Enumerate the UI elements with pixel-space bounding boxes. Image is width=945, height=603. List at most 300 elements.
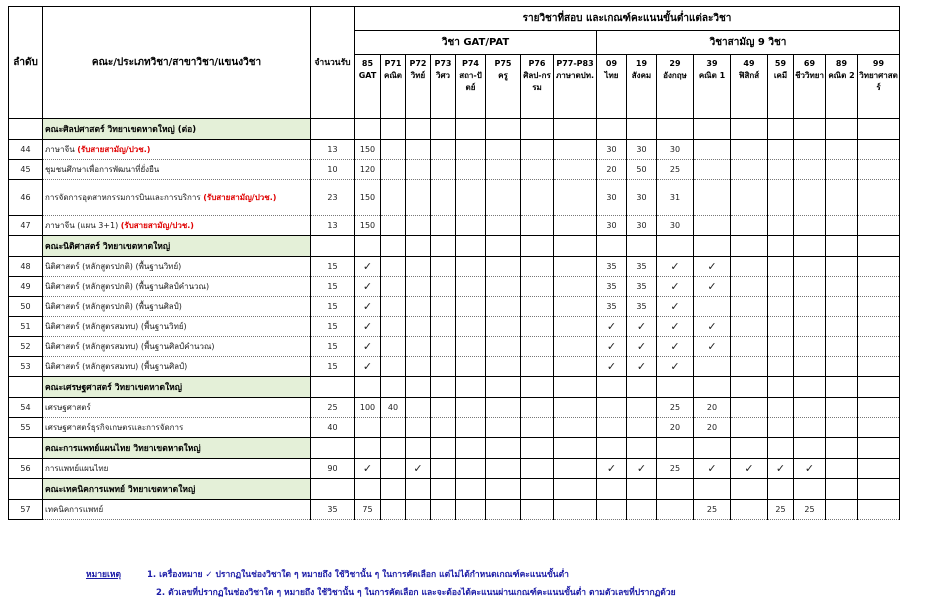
note-1: 1. เครื่องหมาย ✓ ปรากฏในช่องวิชาใด ๆ หมายถึง ใช้วิชานั้น ๆ ในการคัดเลือก แต่ไม่ได้กำหนดเกณฑ์คะแนนขั้นต่ำ <box>147 570 569 580</box>
empty-score-cell <box>694 357 731 377</box>
empty-score-cell <box>858 297 900 317</box>
subject-name: คณิต 2 <box>828 71 855 80</box>
subject-header-p72 <box>406 55 431 119</box>
empty-score-cell <box>657 500 694 520</box>
empty-score-cell <box>858 418 900 438</box>
program-no: 47 <box>9 216 43 236</box>
empty-cell <box>694 236 731 257</box>
empty-score-cell <box>431 317 456 337</box>
empty-score-cell <box>794 216 826 236</box>
empty-score-cell <box>858 357 900 377</box>
empty-cell <box>768 119 794 140</box>
empty-cell <box>521 119 554 140</box>
empty-score-cell <box>826 257 858 277</box>
empty-score-cell <box>381 140 406 160</box>
header-gatpat: วิชา GAT/PAT <box>355 31 597 55</box>
empty-score-cell <box>431 398 456 418</box>
section-row <box>9 119 900 140</box>
empty-score-cell <box>521 357 554 377</box>
empty-score-cell <box>858 180 900 216</box>
empty-score-cell <box>406 297 431 317</box>
empty-score-cell <box>597 500 627 520</box>
empty-cell <box>456 438 486 459</box>
subject-code: 39 <box>706 59 718 68</box>
min-score-cell: 150 <box>355 180 381 216</box>
empty-score-cell <box>768 337 794 357</box>
empty-score-cell <box>794 398 826 418</box>
subject-header-p74 <box>456 55 486 119</box>
program-name: เทคนิคการแพทย์ <box>43 500 311 520</box>
empty-cell <box>554 119 597 140</box>
empty-cell <box>406 119 431 140</box>
program-quota: 15 <box>311 277 355 297</box>
empty-score-cell <box>826 160 858 180</box>
check-mark-icon: ✓ <box>355 337 381 357</box>
subject-code: 59 <box>774 59 787 68</box>
empty-cell <box>406 236 431 257</box>
empty-cell <box>456 479 486 500</box>
empty-cell <box>694 377 731 398</box>
empty-score-cell <box>731 297 768 317</box>
subject-name: คณิต 1 <box>698 71 726 80</box>
min-score-cell: 40 <box>381 398 406 418</box>
program-quota: 40 <box>311 418 355 438</box>
section-row <box>9 377 900 398</box>
empty-score-cell <box>768 257 794 277</box>
empty-score-cell <box>826 216 858 236</box>
empty-score-cell <box>731 398 768 418</box>
empty-score-cell <box>731 418 768 438</box>
empty-score-cell <box>554 418 597 438</box>
check-mark-icon: ✓ <box>657 297 694 317</box>
empty-score-cell <box>694 180 731 216</box>
subject-header-89 <box>826 55 858 119</box>
empty-score-cell <box>406 337 431 357</box>
min-score-cell: 30 <box>627 140 657 160</box>
min-score-cell: 25 <box>768 500 794 520</box>
empty-score-cell <box>431 180 456 216</box>
empty-cell <box>657 438 694 459</box>
empty-cell <box>355 236 381 257</box>
program-name: การจัดการอุตสาหกรรมการบินและการบริการ (รับสายสามัญ/ปวช.) <box>43 180 311 216</box>
check-mark-icon: ✓ <box>597 337 627 357</box>
empty-score-cell <box>554 297 597 317</box>
empty-score-cell <box>627 398 657 418</box>
empty-cell <box>355 479 381 500</box>
empty-score-cell <box>486 160 521 180</box>
empty-cell <box>826 479 858 500</box>
empty-score-cell <box>858 160 900 180</box>
empty-cell <box>456 119 486 140</box>
empty-score-cell <box>431 357 456 377</box>
empty-score-cell <box>456 398 486 418</box>
subject-name: สถา-ปัตย์ <box>459 71 482 92</box>
min-score-cell: 20 <box>694 398 731 418</box>
subject-header-69 <box>794 55 826 119</box>
min-score-cell: 120 <box>355 160 381 180</box>
empty-cell <box>311 377 355 398</box>
empty-cell <box>554 479 597 500</box>
program-no: 54 <box>9 398 43 418</box>
empty-score-cell <box>768 297 794 317</box>
empty-cell <box>431 479 456 500</box>
subject-header-99 <box>858 55 900 119</box>
empty-score-cell <box>381 357 406 377</box>
check-mark-icon: ✓ <box>627 337 657 357</box>
subject-header-p73 <box>431 55 456 119</box>
empty-score-cell <box>486 459 521 479</box>
section-title: คณะเศรษฐศาสตร์ วิทยาเขตหาดใหญ่ <box>43 377 311 398</box>
program-name: นิติศาสตร์ (หลักสูตรปกติ) (พื้นฐานวิทย์) <box>43 257 311 277</box>
program-row <box>9 277 900 297</box>
empty-score-cell <box>554 277 597 297</box>
empty-score-cell <box>456 180 486 216</box>
empty-score-cell <box>456 317 486 337</box>
min-score-cell: 20 <box>657 418 694 438</box>
program-row <box>9 418 900 438</box>
subject-code: 09 <box>605 59 618 68</box>
program-row <box>9 180 900 216</box>
check-mark-icon: ✓ <box>355 317 381 337</box>
empty-score-cell <box>521 398 554 418</box>
empty-cell <box>311 236 355 257</box>
empty-score-cell <box>486 500 521 520</box>
empty-score-cell <box>456 418 486 438</box>
empty-cell <box>406 438 431 459</box>
program-no: 48 <box>9 257 43 277</box>
program-no: 56 <box>9 459 43 479</box>
empty-cell <box>486 236 521 257</box>
subject-code: 69 <box>803 59 816 68</box>
program-quota: 13 <box>311 140 355 160</box>
empty-cell <box>381 479 406 500</box>
empty-cell <box>826 377 858 398</box>
section-title: คณะเทคนิคการแพทย์ วิทยาเขตหาดใหญ่ <box>43 479 311 500</box>
check-mark-icon: ✓ <box>627 459 657 479</box>
note-2: 2. ตัวเลขที่ปรากฏในช่องวิชาใด ๆ หมายถึง ใช้วิชานั้น ๆ ในการคัดเลือก และจะต้องได้คะแนนผ่านเกณฑ์คะแนนขั้นต่ำ ตามตัวเลขที่ปรากฏด้วย <box>156 588 676 598</box>
program-quota: 90 <box>311 459 355 479</box>
empty-score-cell <box>731 216 768 236</box>
header-faculty: คณะ/ประเภทวิชา/สาขาวิชา/แขนงวิชา <box>43 7 311 119</box>
program-no: 49 <box>9 277 43 297</box>
program-name: นิติศาสตร์ (หลักสูตรสมทบ) (พื้นฐานศิลป์) <box>43 357 311 377</box>
empty-cell <box>731 119 768 140</box>
program-name: นิติศาสตร์ (หลักสูตรสมทบ) (พื้นฐานศิลป์คำนวณ) <box>43 337 311 357</box>
empty-score-cell <box>768 160 794 180</box>
program-row <box>9 216 900 236</box>
empty-cell <box>694 438 731 459</box>
empty-cell <box>381 236 406 257</box>
section-no-cell <box>9 377 43 398</box>
empty-score-cell <box>597 418 627 438</box>
min-score-cell: 25 <box>794 500 826 520</box>
empty-cell <box>355 377 381 398</box>
program-name: นิติศาสตร์ (หลักสูตรปกติ) (พื้นฐานศิลป์คำนวณ) <box>43 277 311 297</box>
check-mark-icon: ✓ <box>627 357 657 377</box>
check-mark-icon: ✓ <box>768 459 794 479</box>
empty-score-cell <box>486 317 521 337</box>
section-row <box>9 438 900 459</box>
program-name: นิติศาสตร์ (หลักสูตรปกติ) (พื้นฐานศิลป์) <box>43 297 311 317</box>
program-row <box>9 257 900 277</box>
empty-score-cell <box>406 140 431 160</box>
program-quota: 15 <box>311 357 355 377</box>
empty-score-cell <box>794 180 826 216</box>
empty-score-cell <box>768 317 794 337</box>
empty-cell <box>311 438 355 459</box>
header-criteria: รายวิชาที่สอบ และเกณฑ์คะแนนขั้นต่ำแต่ละวิชา <box>355 7 900 31</box>
empty-score-cell <box>431 459 456 479</box>
empty-cell <box>627 119 657 140</box>
empty-score-cell <box>456 216 486 236</box>
empty-cell <box>627 236 657 257</box>
min-score-cell: 30 <box>597 180 627 216</box>
empty-score-cell <box>486 418 521 438</box>
empty-cell <box>554 236 597 257</box>
check-mark-icon: ✓ <box>731 459 768 479</box>
program-tag: (รับสายสามัญ/ปวช.) <box>203 193 277 202</box>
empty-score-cell <box>627 500 657 520</box>
program-tag: (รับสายสามัญ/ปวช.) <box>77 145 151 154</box>
subject-name: ไทย <box>604 71 619 80</box>
empty-score-cell <box>731 337 768 357</box>
check-mark-icon: ✓ <box>657 317 694 337</box>
program-quota: 15 <box>311 257 355 277</box>
empty-cell <box>406 479 431 500</box>
min-score-cell: 35 <box>627 277 657 297</box>
empty-score-cell <box>858 337 900 357</box>
program-row <box>9 140 900 160</box>
section-no-cell <box>9 479 43 500</box>
empty-score-cell <box>406 317 431 337</box>
empty-score-cell <box>431 140 456 160</box>
program-name: ภาษาจีน (แผน 3+1) (รับสายสามัญ/ปวช.) <box>43 216 311 236</box>
empty-score-cell <box>826 180 858 216</box>
empty-score-cell <box>456 140 486 160</box>
subject-header-p77-p83 <box>554 55 597 119</box>
check-mark-icon: ✓ <box>597 357 627 377</box>
empty-cell <box>794 479 826 500</box>
empty-cell <box>554 438 597 459</box>
empty-score-cell <box>406 216 431 236</box>
program-no: 44 <box>9 140 43 160</box>
empty-score-cell <box>431 277 456 297</box>
empty-cell <box>768 438 794 459</box>
empty-score-cell <box>381 459 406 479</box>
empty-cell <box>794 377 826 398</box>
empty-score-cell <box>381 297 406 317</box>
empty-score-cell <box>406 500 431 520</box>
criteria-table <box>8 6 900 520</box>
empty-cell <box>431 119 456 140</box>
empty-score-cell <box>431 337 456 357</box>
section-row <box>9 236 900 257</box>
empty-score-cell <box>858 277 900 297</box>
empty-score-cell <box>826 398 858 418</box>
section-no-cell <box>9 119 43 140</box>
empty-cell <box>657 236 694 257</box>
empty-score-cell <box>826 357 858 377</box>
program-no: 45 <box>9 160 43 180</box>
notes <box>86 566 676 602</box>
header-quota: จำนวนรับ <box>311 7 355 119</box>
empty-cell <box>794 236 826 257</box>
empty-cell <box>406 377 431 398</box>
empty-score-cell <box>794 317 826 337</box>
empty-score-cell <box>521 257 554 277</box>
program-no: 53 <box>9 357 43 377</box>
empty-score-cell <box>521 297 554 317</box>
empty-score-cell <box>858 140 900 160</box>
section-no-cell <box>9 438 43 459</box>
empty-score-cell <box>794 160 826 180</box>
empty-score-cell <box>768 357 794 377</box>
subject-code: P71 <box>384 59 402 68</box>
subject-code: P77-P83 <box>556 59 594 68</box>
empty-score-cell <box>381 216 406 236</box>
empty-cell <box>554 377 597 398</box>
empty-cell <box>694 119 731 140</box>
empty-cell <box>381 119 406 140</box>
subject-code: P73 <box>434 59 452 68</box>
subject-code: P72 <box>409 59 427 68</box>
subject-header-39 <box>694 55 731 119</box>
min-score-cell: 20 <box>694 418 731 438</box>
check-mark-icon: ✓ <box>406 459 431 479</box>
empty-score-cell <box>826 459 858 479</box>
empty-cell <box>794 119 826 140</box>
empty-score-cell <box>456 337 486 357</box>
subject-code: P74 <box>462 59 479 68</box>
empty-cell <box>381 438 406 459</box>
empty-score-cell <box>826 500 858 520</box>
empty-score-cell <box>381 277 406 297</box>
empty-score-cell <box>431 418 456 438</box>
check-mark-icon: ✓ <box>694 257 731 277</box>
check-mark-icon: ✓ <box>355 257 381 277</box>
empty-score-cell <box>858 459 900 479</box>
empty-score-cell <box>406 418 431 438</box>
empty-cell <box>355 119 381 140</box>
program-row <box>9 459 900 479</box>
check-mark-icon: ✓ <box>355 459 381 479</box>
empty-cell <box>657 479 694 500</box>
empty-cell <box>521 377 554 398</box>
min-score-cell: 50 <box>627 160 657 180</box>
empty-cell <box>657 119 694 140</box>
program-quota: 35 <box>311 500 355 520</box>
empty-score-cell <box>381 337 406 357</box>
program-no: 50 <box>9 297 43 317</box>
empty-score-cell <box>731 180 768 216</box>
program-quota: 25 <box>311 398 355 418</box>
min-score-cell: 35 <box>627 297 657 317</box>
empty-score-cell <box>456 257 486 277</box>
empty-cell <box>627 438 657 459</box>
empty-score-cell <box>381 500 406 520</box>
empty-score-cell <box>381 160 406 180</box>
subject-header-19 <box>627 55 657 119</box>
check-mark-icon: ✓ <box>694 459 731 479</box>
empty-score-cell <box>521 216 554 236</box>
program-name: เศรษฐศาสตร์ธุรกิจเกษตรและการจัดการ <box>43 418 311 438</box>
min-score-cell: 100 <box>355 398 381 418</box>
empty-score-cell <box>794 418 826 438</box>
empty-score-cell <box>456 277 486 297</box>
program-row <box>9 317 900 337</box>
header-common9: วิชาสามัญ 9 วิชา <box>597 31 900 55</box>
subject-code: 89 <box>835 59 848 68</box>
empty-score-cell <box>768 140 794 160</box>
check-mark-icon: ✓ <box>657 337 694 357</box>
empty-cell <box>858 479 900 500</box>
empty-cell <box>486 438 521 459</box>
empty-score-cell <box>858 216 900 236</box>
min-score-cell: 150 <box>355 140 381 160</box>
subject-code: P76 <box>528 59 546 68</box>
subject-name: ฟิสิกส์ <box>738 71 760 80</box>
program-name: การแพทย์แผนไทย <box>43 459 311 479</box>
empty-cell <box>486 479 521 500</box>
empty-score-cell <box>768 216 794 236</box>
empty-cell <box>486 377 521 398</box>
empty-score-cell <box>554 357 597 377</box>
empty-cell <box>794 438 826 459</box>
empty-score-cell <box>731 357 768 377</box>
admission-criteria-sheet <box>8 6 900 520</box>
empty-score-cell <box>406 357 431 377</box>
min-score-cell: 20 <box>597 160 627 180</box>
empty-cell <box>597 236 627 257</box>
empty-score-cell <box>554 337 597 357</box>
empty-score-cell <box>486 140 521 160</box>
empty-score-cell <box>694 216 731 236</box>
empty-score-cell <box>486 216 521 236</box>
empty-score-cell <box>521 277 554 297</box>
empty-score-cell <box>694 160 731 180</box>
empty-score-cell <box>456 160 486 180</box>
empty-score-cell <box>486 297 521 317</box>
empty-score-cell <box>381 317 406 337</box>
empty-cell <box>597 377 627 398</box>
empty-score-cell <box>521 500 554 520</box>
subject-name: วิทย์ <box>410 71 426 80</box>
min-score-cell: 25 <box>657 459 694 479</box>
subject-name: วิทยาศาสตร์ <box>859 71 898 92</box>
empty-cell <box>521 236 554 257</box>
empty-cell <box>657 377 694 398</box>
subject-name: ชีววิทยา <box>795 71 824 80</box>
empty-score-cell <box>858 317 900 337</box>
empty-score-cell <box>554 257 597 277</box>
section-title: คณะการแพทย์แผนไทย วิทยาเขตหาดใหญ่ <box>43 438 311 459</box>
check-mark-icon: ✓ <box>794 459 826 479</box>
program-row <box>9 398 900 418</box>
empty-score-cell <box>794 297 826 317</box>
empty-score-cell <box>768 180 794 216</box>
empty-cell <box>826 438 858 459</box>
empty-score-cell <box>406 277 431 297</box>
program-quota: 15 <box>311 317 355 337</box>
empty-score-cell <box>486 357 521 377</box>
program-row <box>9 160 900 180</box>
empty-score-cell <box>431 297 456 317</box>
empty-cell <box>431 438 456 459</box>
empty-score-cell <box>521 317 554 337</box>
empty-cell <box>858 438 900 459</box>
empty-cell <box>486 119 521 140</box>
empty-score-cell <box>381 418 406 438</box>
